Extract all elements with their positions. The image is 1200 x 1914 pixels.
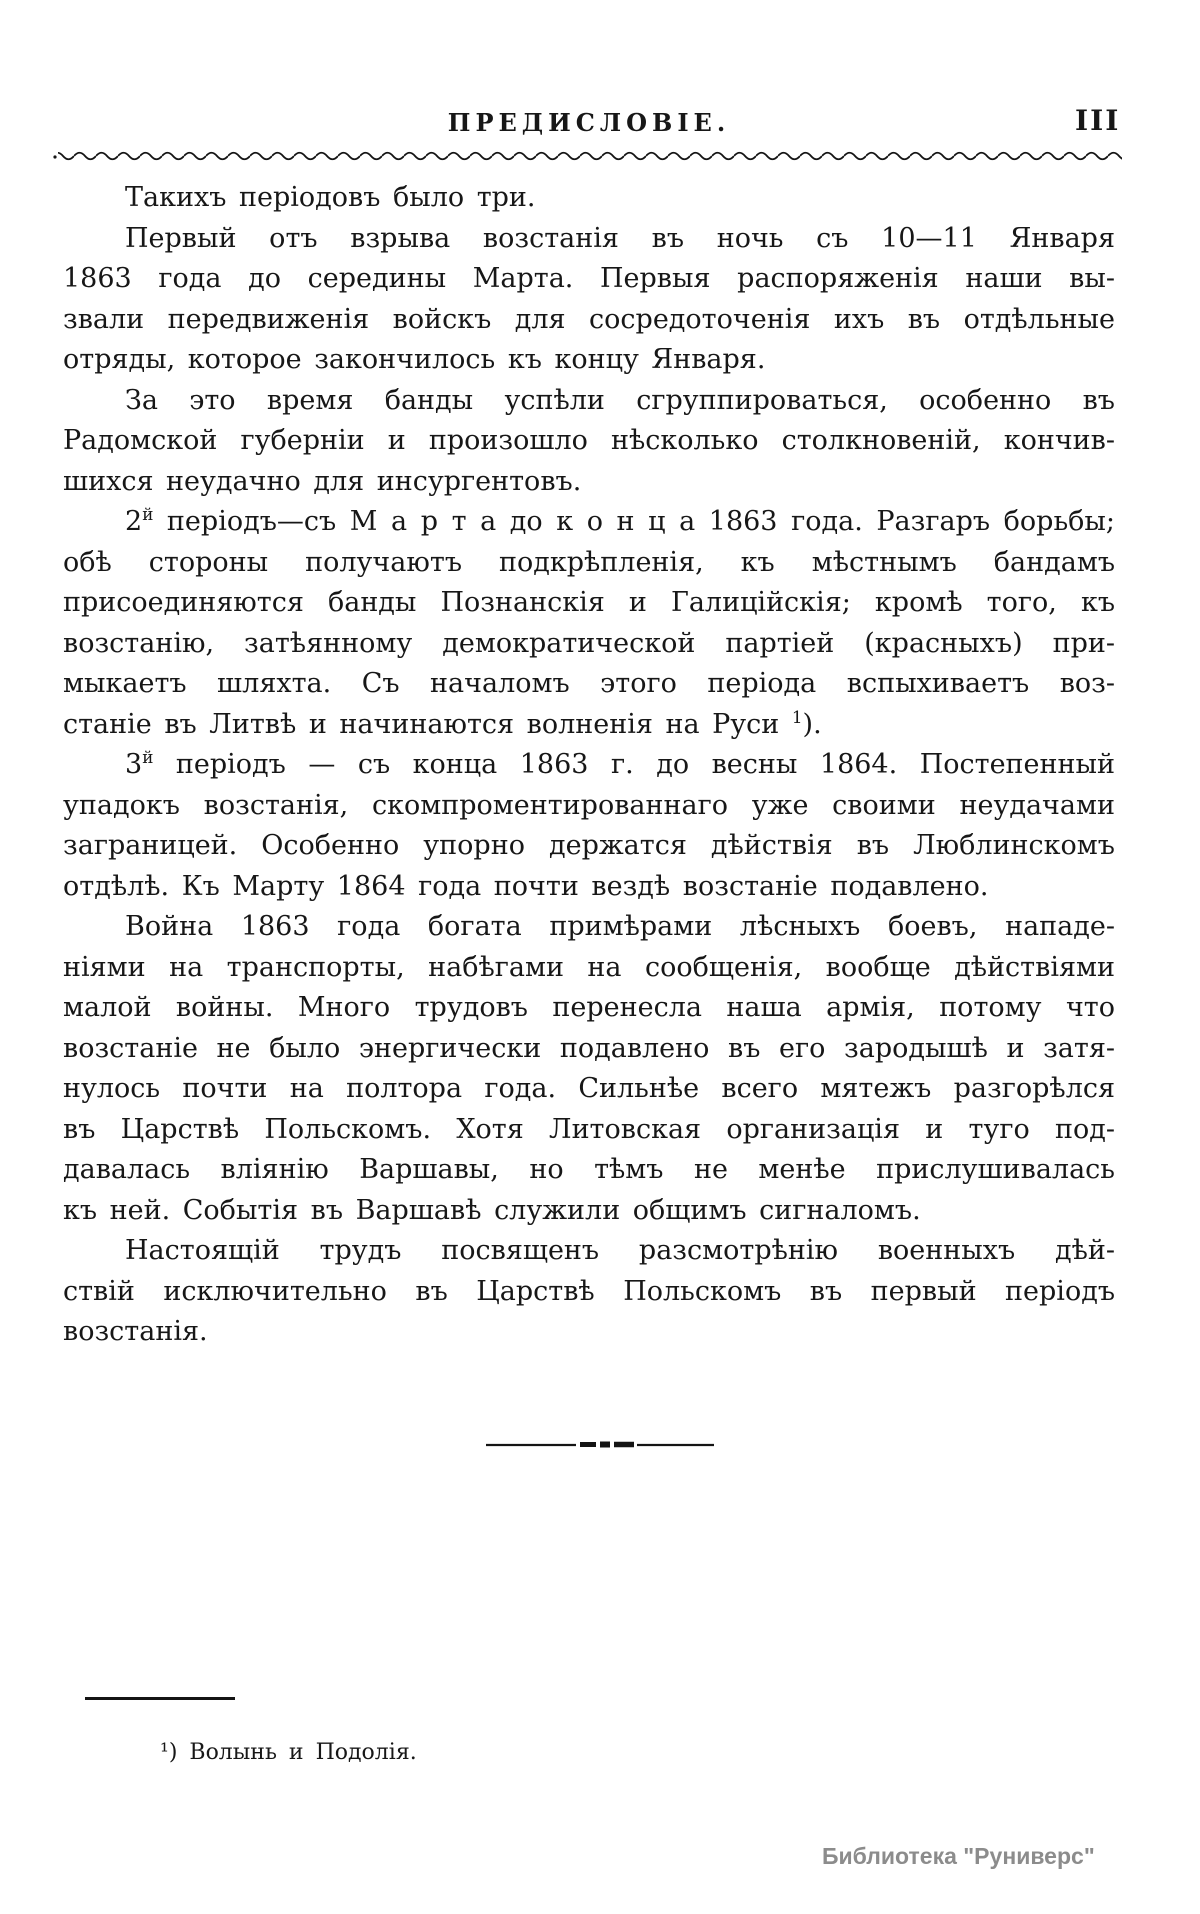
text-line: отдѣлѣ. Къ Марту 1864 года почти вездѣ возстаніе подавлено. [63, 870, 989, 902]
text-line: отряды, которое закончилось къ концу Января. [63, 344, 766, 375]
text-line: звали передвиженія войскъ для сосредоточенія ихъ въ отдѣльные [63, 303, 1115, 335]
text-line: малой войны. Много трудовъ перенесла наша армія, потому что [63, 992, 1115, 1023]
text-line: возстаніе не было энергически подавлено въ его зародышѣ и затя- [63, 1032, 1115, 1064]
page-body-text [63, 178, 1115, 1353]
separator-ornament [484, 1438, 716, 1450]
text-line: возстанію, затѣянному демократической партіей (красныхъ) при- [63, 627, 1115, 659]
text-line: обѣ стороны получаютъ подкрѣпленія, къ мѣстнымъ бандамъ [63, 546, 1115, 578]
text-line: Настоящій трудъ посвященъ разсмотрѣнію военныхъ дѣй- [125, 1235, 1115, 1266]
paragraph [63, 745, 1115, 907]
text-line: За это время банды успѣли сгруппироваться, особенно въ [125, 384, 1115, 416]
paragraph [63, 502, 1115, 745]
text-line: $2^й$ періодъ—съ М а р т а до к о н ц а 1863 года. Разгаръ борьбы; [125, 504, 1115, 537]
text-line: упадокъ возстанія, скомпроментированнаго уже своими неудачами [63, 789, 1115, 821]
text-line: заграницей. Особенно упорно держатся дѣйствія въ Люблинскомъ [63, 830, 1115, 861]
text-line: станіе въ Литвѣ и начинаются волненія на Руси $^1$). [63, 706, 822, 740]
text-line: къ ней. Событія въ Варшавѣ служили общимъ сигналомъ. [63, 1194, 921, 1226]
text-line: мыкаетъ шляхта. Съ началомъ этого періода вспыхиваетъ воз- [63, 668, 1115, 699]
paragraph [63, 219, 1115, 381]
paragraph [63, 907, 1115, 1231]
text-line: шихся неудачно для инсургентовъ. [63, 465, 582, 497]
text-line: Такихъ періодовъ было три. [125, 182, 536, 213]
running-head-title: ПРЕДИСЛОВІЕ. [447, 108, 731, 137]
text-line: Радомской губерніи и произошло нѣсколько столкновеній, кончив- [63, 425, 1115, 456]
text-line: возстанія. [63, 1316, 208, 1347]
text-line: 1863 года до середины Марта. Первыя распоряженія наши вы- [63, 263, 1115, 294]
paragraph [63, 1231, 1115, 1353]
paragraph [63, 381, 1115, 503]
text-line: Первый отъ взрыва возстанія въ ночь съ 10—11 Января [125, 222, 1115, 254]
text-line: въ Царствѣ Польскомъ. Хотя Литовская организація и туго под- [63, 1113, 1115, 1145]
page-number: III [1075, 104, 1121, 137]
wavy-rule [52, 146, 1122, 162]
footnote-text: ¹) Волынь и Подолія. [160, 1740, 417, 1765]
text-line: $3^й$ періодъ — съ конца 1863 г. до весны 1864. Постепенный [125, 747, 1115, 780]
text-line: нулось почти на полтора года. Сильнѣе всего мятежъ разгорѣлся [63, 1073, 1115, 1104]
paragraph [63, 178, 1115, 219]
text-line: присоединяются банды Познанскія и Галиційскія; кромѣ того, къ [63, 587, 1115, 618]
text-line: ствій исключительно въ Царствѣ Польскомъ въ первый періодъ [63, 1275, 1115, 1307]
footnote-rule [85, 1697, 235, 1700]
text-line: ніями на транспорты, набѣгами на сообщенія, вообще дѣйствіями [63, 951, 1115, 983]
library-watermark: Библиотека "Руниверс" [822, 1843, 1095, 1869]
text-line: Война 1863 года богата примѣрами лѣсныхъ боевъ, нападе- [125, 911, 1115, 942]
text-line: давалась вліянію Варшавы, но тѣмъ не менѣе прислушивалась [63, 1154, 1115, 1185]
